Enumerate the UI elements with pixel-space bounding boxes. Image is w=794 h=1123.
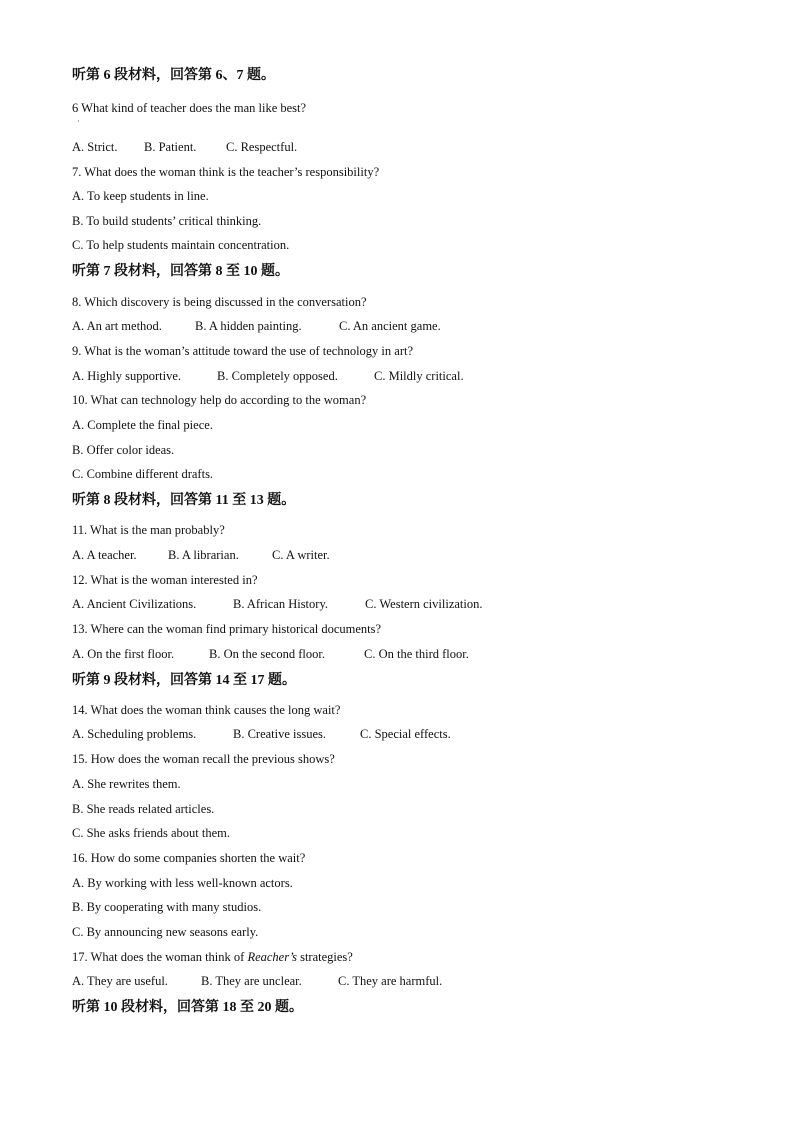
option-c: C. A writer. xyxy=(272,548,330,562)
question-17-text-end: strategies? xyxy=(296,950,353,964)
option-a: A. Highly supportive. xyxy=(72,369,182,383)
options-13 xyxy=(72,646,469,662)
stray-mark: · xyxy=(77,117,80,126)
question-14: 14. What does the woman think causes the long wait? xyxy=(72,703,341,717)
option-a: A. Strict. xyxy=(72,140,118,154)
question-17 xyxy=(72,949,353,965)
option-b: B. Patient. xyxy=(144,140,197,154)
question-13: 13. Where can the woman find primary historical documents? xyxy=(72,622,382,636)
question-6: 6 What kind of teacher does the man like best? xyxy=(72,101,307,115)
options-8 xyxy=(72,318,441,334)
option-a: A. They are useful. xyxy=(72,974,168,988)
options-12 xyxy=(72,596,483,612)
question-11: 11. What is the man probably? xyxy=(72,523,225,537)
option-c: C. To help students maintain concentration. xyxy=(72,238,290,252)
option-a: A. Scheduling problems. xyxy=(72,727,197,741)
option-b: B. African History. xyxy=(233,597,329,611)
option-b: B. Completely opposed. xyxy=(217,369,338,383)
section-heading: 听第 10 段材料，回答第 18 至 20 题。 xyxy=(72,1000,303,1015)
option-b: B. By cooperating with many studios. xyxy=(72,900,262,914)
option-c: C. They are harmful. xyxy=(338,974,443,988)
option-b: B. Offer color ideas. xyxy=(72,443,175,457)
question-16: 16. How do some companies shorten the wait? xyxy=(72,851,306,865)
options-6 xyxy=(72,139,297,155)
question-12: 12. What is the woman interested in? xyxy=(72,573,258,587)
option-a: A. By working with less well-known actors. xyxy=(72,876,293,890)
option-a: A. On the first floor. xyxy=(72,647,175,661)
option-a: A. She rewrites them. xyxy=(72,777,181,791)
option-a: A. Complete the final piece. xyxy=(72,418,213,432)
options-14 xyxy=(72,726,451,742)
options-17 xyxy=(72,973,442,989)
option-c: C. Western civilization. xyxy=(365,597,483,611)
section-heading: 听第 7 段材料，回答第 8 至 10 题。 xyxy=(72,264,289,279)
option-c: C. An ancient game. xyxy=(339,319,441,333)
question-17-text: 17. What does the woman think of xyxy=(72,950,248,964)
section-heading: 听第 9 段材料，回答第 14 至 17 题。 xyxy=(72,673,296,688)
question-10: 10. What can technology help do according to the woman? xyxy=(72,393,367,407)
options-11 xyxy=(72,547,330,563)
option-c: C. She asks friends about them. xyxy=(72,826,230,840)
question-9: 9. What is the woman’s attitude toward the use of technology in art? xyxy=(72,344,414,358)
question-8: 8. Which discovery is being discussed in the conversation? xyxy=(72,295,367,309)
option-a: A. To keep students in line. xyxy=(72,189,209,203)
question-17-title: Reacher’s xyxy=(247,950,297,964)
option-a: A. An art method. xyxy=(72,319,162,333)
option-c: C. Respectful. xyxy=(226,140,298,154)
option-a: A. A teacher. xyxy=(72,548,137,562)
option-c: C. By announcing new seasons early. xyxy=(72,925,259,939)
option-b: B. On the second floor. xyxy=(209,647,325,661)
option-b: B. To build students’ critical thinking. xyxy=(72,214,262,228)
question-15: 15. How does the woman recall the previous shows? xyxy=(72,752,335,766)
option-a: A. Ancient Civilizations. xyxy=(72,597,197,611)
option-b: B. Creative issues. xyxy=(233,727,327,741)
option-b: B. They are unclear. xyxy=(201,974,302,988)
option-b: B. She reads related articles. xyxy=(72,802,215,816)
question-7: 7. What does the woman think is the teacher’s responsibility? xyxy=(72,165,380,179)
option-c: C. Mildly critical. xyxy=(374,369,464,383)
option-c: C. Combine different drafts. xyxy=(72,467,214,481)
section-heading: 听第 6 段材料，回答第 6、7 题。 xyxy=(72,68,275,83)
option-c: C. On the third floor. xyxy=(364,647,469,661)
options-9 xyxy=(72,368,464,384)
option-c: C. Special effects. xyxy=(360,727,451,741)
option-b: B. A hidden painting. xyxy=(195,319,302,333)
section-heading: 听第 8 段材料，回答第 11 至 13 题。 xyxy=(72,493,296,508)
option-b: B. A librarian. xyxy=(168,548,239,562)
